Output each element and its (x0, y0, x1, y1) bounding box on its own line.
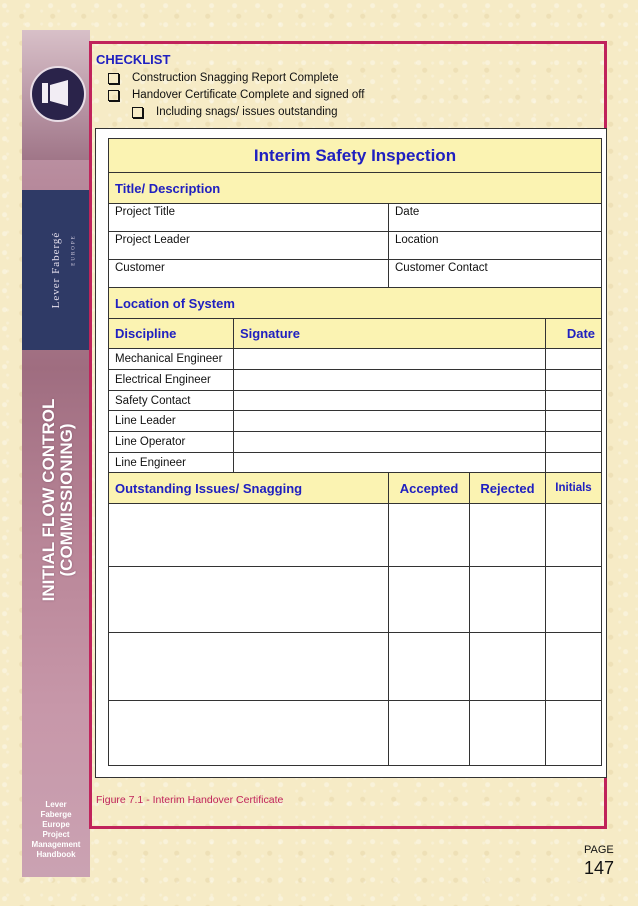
brand-name: Lever Fabergé (50, 231, 62, 309)
checkbox-icon[interactable] (108, 90, 119, 101)
project-leader-field[interactable]: Project Leader (109, 232, 389, 260)
section-title (40, 399, 76, 602)
page-label: PAGE (584, 844, 614, 856)
handbook-line: Handbook (36, 850, 76, 859)
signature-cell[interactable] (234, 349, 546, 370)
date-cell[interactable] (546, 453, 602, 473)
accepted-cell[interactable] (389, 504, 470, 567)
title-description-header: Title/ Description (109, 173, 602, 204)
rejected-header: Rejected (470, 473, 546, 504)
section-title-line2: (COMMISSIONING) (57, 423, 76, 577)
page-number: 147 (584, 858, 615, 878)
accepted-header: Accepted (389, 473, 470, 504)
issue-cell[interactable] (109, 567, 389, 633)
banner-photo (22, 30, 90, 160)
brand-sub: EUROPE (71, 234, 77, 266)
discipline-label: Electrical Engineer (109, 370, 234, 391)
inspection-form (108, 138, 602, 766)
initials-cell[interactable] (546, 504, 602, 567)
date-cell[interactable] (546, 411, 602, 432)
accepted-cell[interactable] (389, 633, 470, 701)
discipline-label: Line Leader (109, 411, 234, 432)
discipline-header: Discipline (109, 319, 234, 349)
date-field[interactable]: Date (389, 204, 602, 232)
side-banner (22, 30, 90, 877)
signature-header: Signature (234, 319, 546, 349)
project-title-field[interactable]: Project Title (109, 204, 389, 232)
issue-cell[interactable] (109, 633, 389, 701)
issue-cell[interactable] (109, 701, 389, 766)
signature-cell[interactable] (234, 370, 546, 391)
date-cell[interactable] (546, 370, 602, 391)
handbook-label (22, 800, 90, 860)
discipline-label: Safety Contact (109, 391, 234, 411)
location-of-system-header: Location of System (109, 288, 602, 319)
flow-logo-icon (40, 80, 76, 106)
checklist-subitem (132, 106, 338, 118)
date-header: Date (546, 319, 602, 349)
initials-cell[interactable] (546, 633, 602, 701)
signature-cell[interactable] (234, 391, 546, 411)
date-cell[interactable] (546, 391, 602, 411)
signature-cell[interactable] (234, 453, 546, 473)
accepted-cell[interactable] (389, 701, 470, 766)
checklist-item-label: Handover Certificate Complete and signed off (132, 89, 365, 101)
date-cell[interactable] (546, 432, 602, 453)
discipline-label: Line Engineer (109, 453, 234, 473)
date-cell[interactable] (546, 349, 602, 370)
handbook-line: Europe (42, 820, 70, 829)
checklist-item (108, 72, 338, 84)
checkbox-icon[interactable] (132, 107, 143, 118)
customer-contact-field[interactable]: Customer Contact (389, 260, 602, 288)
location-field[interactable]: Location (389, 232, 602, 260)
handbook-line: Management (31, 840, 81, 849)
rejected-cell[interactable] (470, 633, 546, 701)
section-title-line1: INITIAL FLOW CONTROL (39, 398, 58, 602)
signature-cell[interactable] (234, 411, 546, 432)
figure-caption: Figure 7.1 - Interim Handover Certificate (96, 794, 284, 806)
handbook-line: Project (42, 830, 70, 839)
discipline-label: Mechanical Engineer (109, 349, 234, 370)
initials-header: Initials (546, 473, 602, 504)
checklist-item-label: Including snags/ issues outstanding (156, 106, 338, 118)
issue-cell[interactable] (109, 504, 389, 567)
accepted-cell[interactable] (389, 567, 470, 633)
handbook-line: Lever (45, 800, 67, 809)
checkbox-icon[interactable] (108, 73, 119, 84)
discipline-label: Line Operator (109, 432, 234, 453)
issues-header: Outstanding Issues/ Snagging (109, 473, 389, 504)
customer-field[interactable]: Customer (109, 260, 389, 288)
form-title: Interim Safety Inspection (109, 139, 602, 173)
checklist-title: CHECKLIST (96, 52, 171, 67)
initials-cell[interactable] (546, 701, 602, 766)
rejected-cell[interactable] (470, 504, 546, 567)
rejected-cell[interactable] (470, 567, 546, 633)
rejected-cell[interactable] (470, 701, 546, 766)
handbook-line: Faberge (40, 810, 72, 819)
signature-cell[interactable] (234, 432, 546, 453)
checklist-item (108, 89, 364, 101)
logo-emblem (30, 66, 86, 122)
checklist-item-label: Construction Snagging Report Complete (132, 72, 339, 84)
initials-cell[interactable] (546, 567, 602, 633)
